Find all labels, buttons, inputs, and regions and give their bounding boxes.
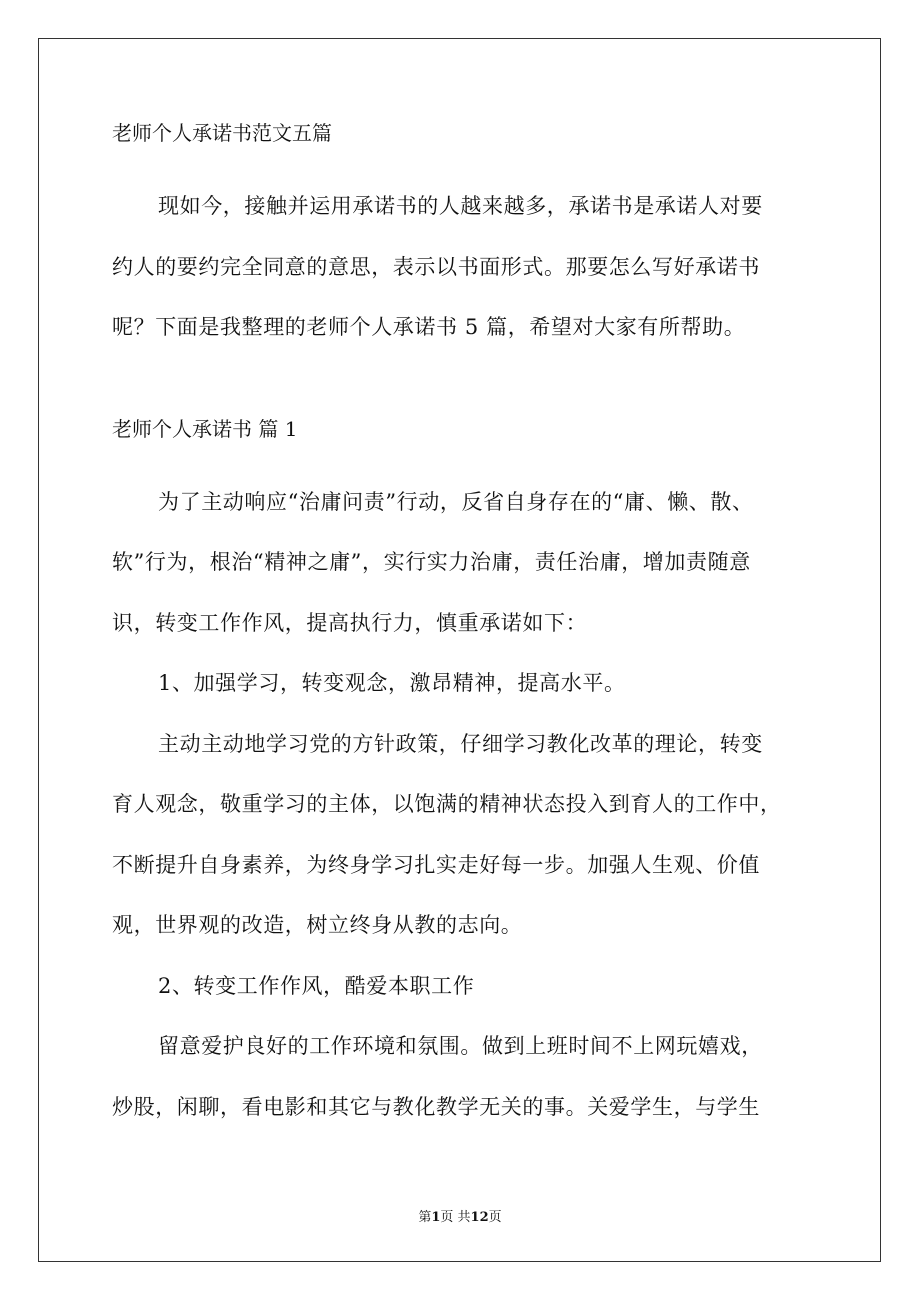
- page-prefix: 第: [418, 1210, 432, 1225]
- body-line: 不断提升自身素养，为终身学习扎实走好每一步。加强人生观、价值: [112, 852, 760, 877]
- page-mid: 页 共: [440, 1210, 471, 1225]
- body-line: 为了主动响应“治庸问责”行动，反省自身存在的“庸、懒、散、: [158, 489, 754, 514]
- body-line: 留意爱护良好的工作环境和氛围。做到上班时间不上网玩嬉戏，: [158, 1034, 763, 1058]
- body-line: 观，世界观的改造，树立终身从教的志向。: [112, 913, 523, 937]
- document-title: 老师个人承诺书范文五篇: [112, 121, 332, 145]
- body-line: 育人观念，敬重学习的主体，以饱满的精神状态投入到育人的工作中，: [112, 792, 782, 816]
- intro-line: 呢？下面是我整理的老师个人承诺书 5 篇，希望对大家有所帮助。: [112, 315, 746, 339]
- intro-line: 现如今，接触并运用承诺书的人越来越多，承诺书是承诺人对要: [158, 194, 763, 218]
- body-line: 主动主动地学习党的方针政策，仔细学习教化改革的理论，转变: [158, 731, 763, 756]
- section-body: [112, 472, 832, 1138]
- body-line: 1、加强学习，转变观念，激昂精神，提高水平。: [158, 671, 626, 695]
- page-total: 12: [470, 1210, 489, 1225]
- body-line: 软”行为，根治“精神之庸”，实行实力治庸，责任治庸，增加责随意: [112, 550, 751, 574]
- page-current: 1: [431, 1210, 441, 1225]
- body-line: 识，转变工作作风，提高执行力，慎重承诺如下：: [112, 610, 588, 635]
- document-body: [112, 118, 832, 1137]
- page-suffix: 页: [488, 1210, 502, 1225]
- intro-line: 约人的要约完全同意的意思，表示以书面形式。那要怎么写好承诺书: [112, 254, 760, 279]
- body-line: 2、转变工作作风，酷爱本职工作: [158, 973, 475, 998]
- page-footer: [0, 1206, 920, 1225]
- intro-paragraph: [112, 176, 832, 358]
- section-title: 老师个人承诺书 篇 1: [112, 416, 298, 441]
- body-line: 炒股，闲聊，看电影和其它与教化教学无关的事。关爱学生，与学生: [112, 1094, 760, 1119]
